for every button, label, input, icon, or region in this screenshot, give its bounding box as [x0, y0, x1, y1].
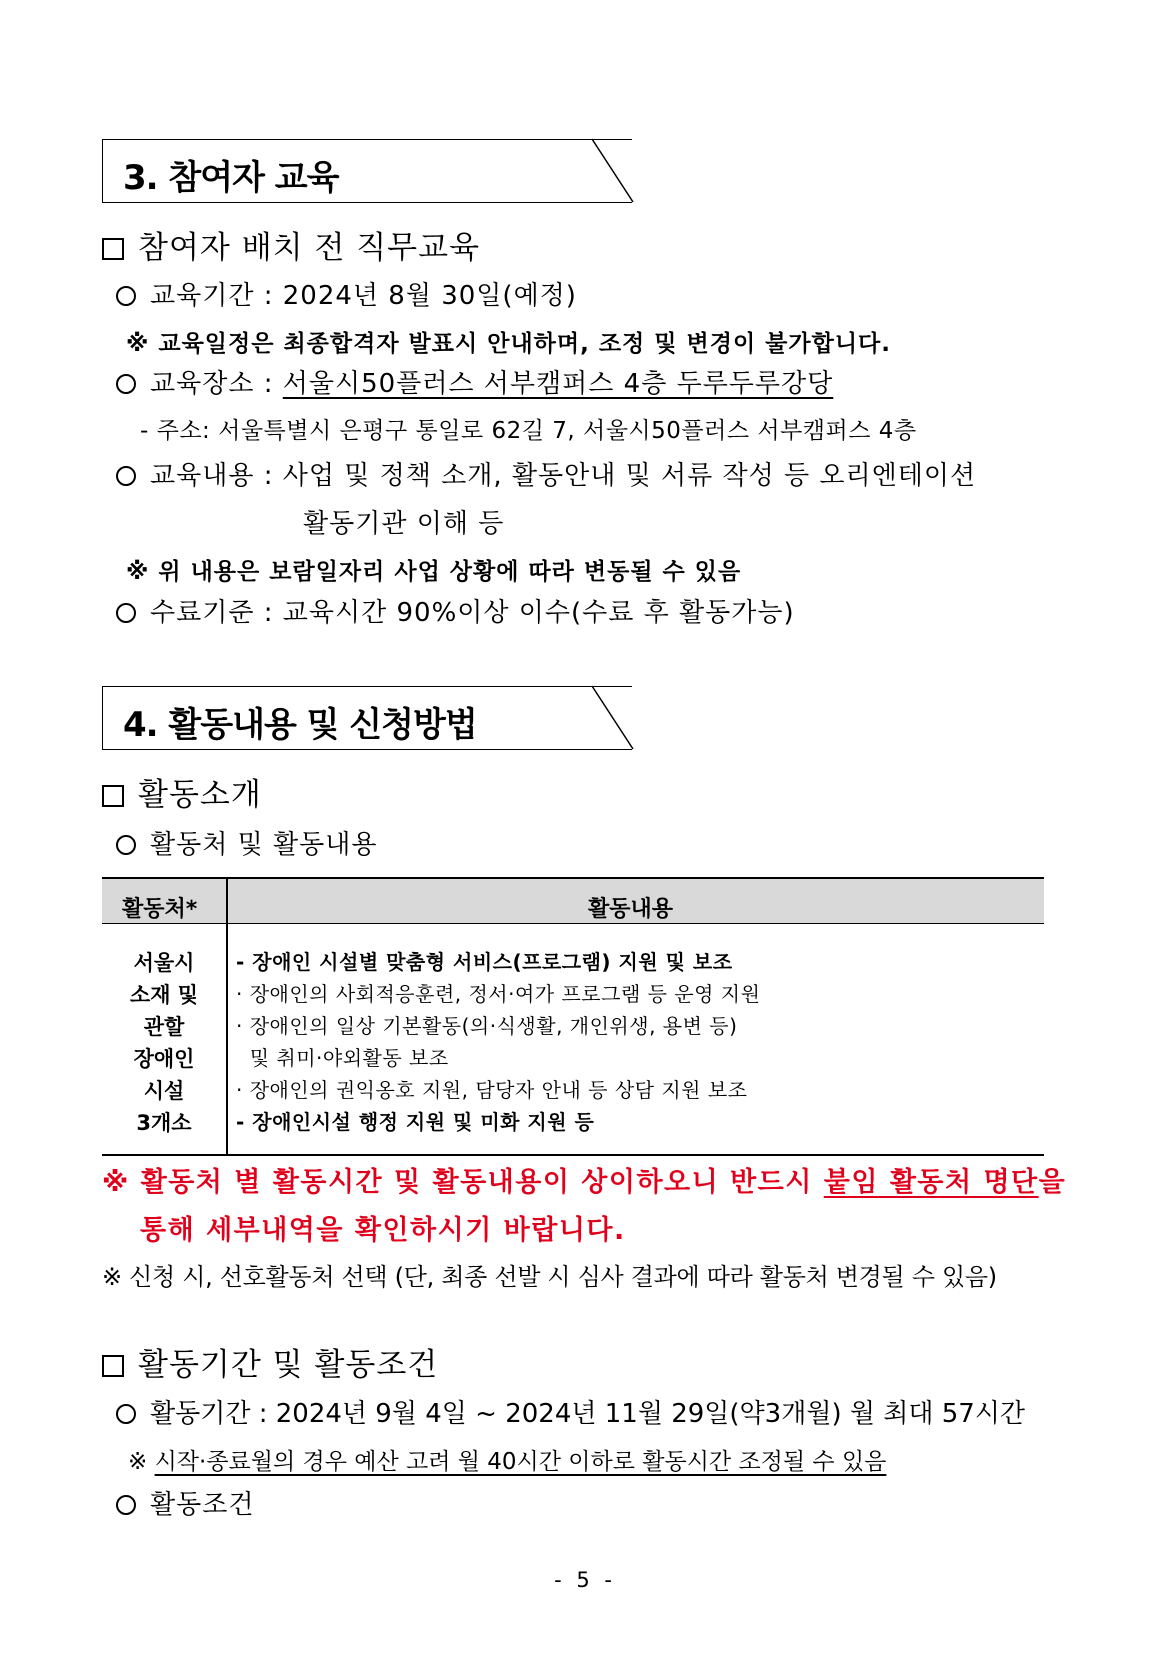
circle-bullet-icon	[116, 603, 136, 623]
heading-text: 참여자 배치 전 직무교육	[138, 230, 481, 266]
apply-note: ※ 신청 시, 선호활동처 선택 (단, 최종 선발 시 심사 결과에 따라 활동처 변경될 수 있음)	[102, 1263, 997, 1291]
header-corner-shape	[588, 685, 636, 751]
table-row: · 장애인의 일상 기본활동(의·식생활, 개인위생, 용변 등)	[236, 1014, 738, 1038]
activity-place-cell: 서울시 소재 및 관할 장애인 시설 3개소	[129, 951, 199, 1135]
table-row: - 장애인시설 행정 지원 및 미화 지원 등	[236, 1110, 595, 1134]
header-corner-shape	[588, 138, 636, 204]
square-bullet-icon	[102, 238, 124, 260]
period-note	[128, 1443, 886, 1476]
period-note-text: 시작·종료월의 경우 예산 고려 월 40시간 이하로 활동시간 조정될 수 있음	[154, 1449, 887, 1475]
activity-table	[102, 877, 1044, 1155]
square-bullet-icon	[102, 785, 124, 807]
section-4-header	[102, 686, 632, 750]
content-text: 교육내용 : 사업 및 정책 소개, 활동안내 및 서류 작성 등 오리엔테이션	[150, 461, 977, 491]
table-bottom-rule	[102, 1154, 1044, 1156]
place-label: 교육장소 :	[150, 369, 283, 399]
address-line: - 주소: 서울특별시 은평구 통일로 62길 7, 서울시50플러스 서부캠퍼스 4층	[140, 418, 917, 444]
col-activity-place: 활동처*	[122, 897, 198, 922]
red-notice-text: ※ 활동처 별 활동시간 및 활동내용이 상이하오니 반드시	[102, 1167, 824, 1198]
circle-bullet-icon	[116, 835, 136, 855]
completion-criteria	[116, 592, 795, 629]
note-mark: ※	[128, 1449, 155, 1475]
red-notice-line2: 통해 세부내역을 확인하시기 바랍니다.	[140, 1215, 626, 1246]
table-header-row	[102, 879, 1044, 924]
table-row: - 장애인 시설별 맞춤형 서비스(프로그램) 지원 및 보조	[236, 950, 733, 974]
activity-conditions	[116, 1484, 254, 1521]
attachment-link-text: 붙임 활동처 명단	[823, 1167, 1039, 1198]
section-3-title: 3. 참여자 교육	[123, 158, 339, 198]
table-row: · 장애인의 권익옹호 지원, 담당자 안내 등 상담 지원 보조	[236, 1078, 748, 1102]
square-bullet-icon	[102, 1355, 124, 1377]
change-note: ※ 위 내용은 보람일자리 사업 상황에 따라 변동될 수 있음	[126, 559, 742, 585]
activity-intro-heading	[102, 769, 262, 814]
heading-text: 활동기간 및 활동조건	[138, 1347, 439, 1383]
red-notice-line1	[102, 1160, 1066, 1199]
period-text: 교육기간 : 2024년 8월 30일(예정)	[150, 281, 577, 311]
circle-bullet-icon	[116, 1495, 136, 1515]
table-row: · 장애인의 사회적응훈련, 정서·여가 프로그램 등 운영 지원	[236, 982, 761, 1006]
activity-place-sub	[116, 824, 377, 861]
table-divider	[226, 877, 228, 1155]
section-4-title: 4. 활동내용 및 신청방법	[123, 705, 477, 745]
education-place	[116, 363, 833, 400]
table-row: 및 취미·야외활동 보조	[236, 1046, 449, 1070]
page-number: - 5 -	[554, 1568, 616, 1592]
activity-period-text: 활동기간 : 2024년 9월 4일 ~ 2024년 11월 29일(약3개월) 월 최대 57시간	[150, 1399, 1026, 1429]
schedule-note: ※ 교육일정은 최종합격자 발표시 안내하며, 조정 및 변경이 불가합니다.	[126, 331, 891, 357]
section-3-heading	[102, 222, 480, 267]
circle-bullet-icon	[116, 286, 136, 306]
education-content-cont: 활동기관 이해 등	[303, 509, 505, 539]
circle-bullet-icon	[116, 374, 136, 394]
completion-text: 수료기준 : 교육시간 90%이상 이수(수료 후 활동가능)	[150, 598, 795, 628]
education-content	[116, 455, 976, 492]
circle-bullet-icon	[116, 466, 136, 486]
red-notice-suffix: 을	[1038, 1167, 1067, 1198]
period-condition-heading	[102, 1339, 438, 1384]
col-activity-content: 활동내용	[588, 897, 674, 922]
circle-bullet-icon	[116, 1404, 136, 1424]
education-period	[116, 275, 577, 312]
heading-text: 활동소개	[138, 777, 262, 813]
activity-period	[116, 1393, 1025, 1430]
section-3-header	[102, 139, 632, 203]
place-value: 서울시50플러스 서부캠퍼스 4층 두루두루강당	[282, 369, 834, 399]
conditions-text: 활동조건	[150, 1490, 255, 1520]
sub-text: 활동처 및 활동내용	[150, 830, 378, 860]
